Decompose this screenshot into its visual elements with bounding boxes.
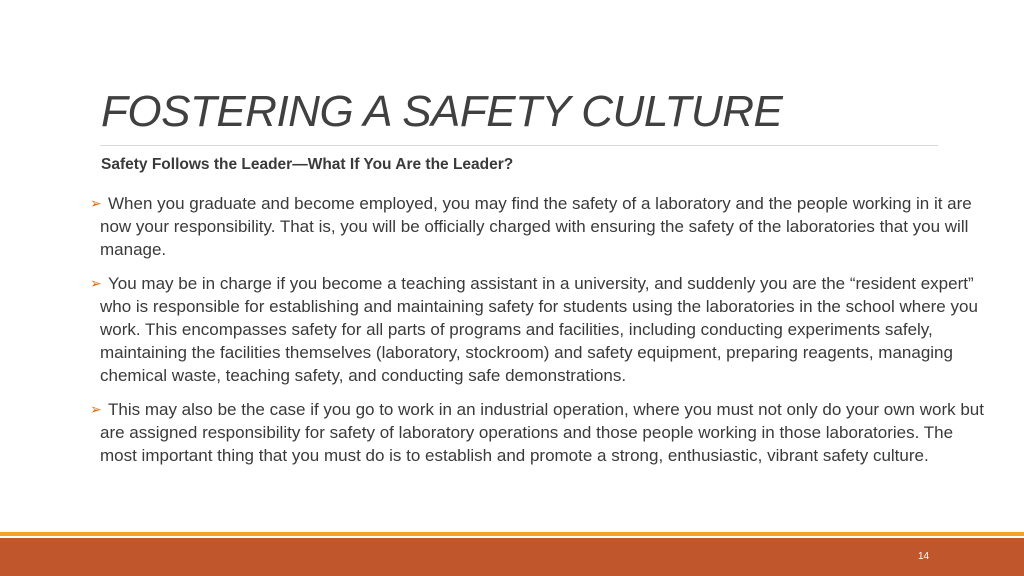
bullet-text: You may be in charge if you become a teaching assistant in a university, and suddenly you are the “resident expert” who is responsible for establishing and maintaining safety for students using the laboratories in the school where you work. This encompasses safety for all parts of programs and facilities, including conducting experiments safely, maintaining the facilities themselves (laboratory, stockroom) and safety equipment, preparing reagents, managing chemical waste, teaching safety, and conducting safe demonstrations. (100, 274, 978, 385)
arrow-bullet-icon: ➢ (90, 401, 102, 417)
slide-subtitle: Safety Follows the Leader—What If You Are the Leader? (101, 156, 514, 173)
list-item (90, 398, 990, 467)
list-item (90, 192, 990, 261)
arrow-bullet-icon: ➢ (90, 195, 102, 211)
bullet-text: This may also be the case if you go to work in an industrial operation, where you must not only do your own work but are assigned responsibility for safety of laboratory operations and those people working in those laboratories. The most important thing that you must do is to establish and promote a strong, enthusiastic, vibrant safety culture. (100, 400, 984, 465)
slide-title: FOSTERING A SAFETY CULTURE (101, 87, 783, 136)
title-divider (100, 145, 938, 146)
page-number: 14 (918, 551, 930, 562)
footer-accent-line (0, 532, 1024, 536)
footer-band (0, 538, 1024, 576)
arrow-bullet-icon: ➢ (90, 275, 102, 291)
bullet-text: When you graduate and become employed, you may find the safety of a laboratory and the people working in it are now your responsibility. That is, you will be officially charged with ensuring the safety of the laboratories that you will manage. (100, 194, 972, 259)
bullet-list (90, 192, 990, 478)
list-item (90, 272, 990, 387)
